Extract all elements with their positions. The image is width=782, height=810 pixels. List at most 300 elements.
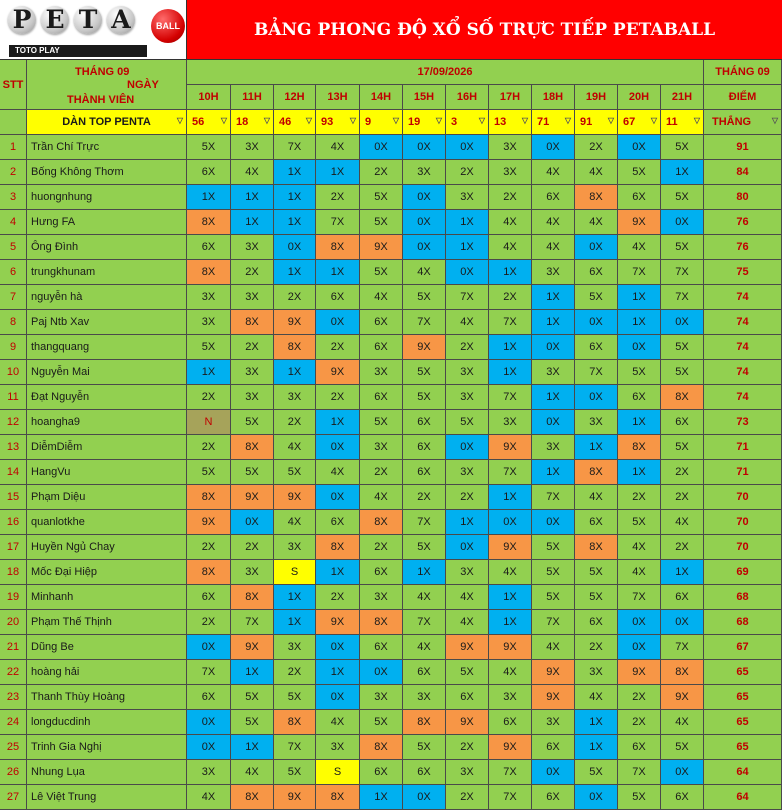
- hour-result: 7X: [403, 310, 446, 335]
- hour-result: 7X: [618, 760, 661, 785]
- hour-result: 1X: [446, 235, 489, 260]
- hour-result: 5X: [231, 410, 274, 435]
- member-name[interactable]: hoàng hải: [27, 660, 187, 685]
- row-number: 15: [0, 485, 27, 510]
- hour-header: 17H: [489, 85, 532, 110]
- row-number: 9: [0, 335, 27, 360]
- hour-result: 9X: [661, 685, 704, 710]
- row-number: 7: [0, 285, 27, 310]
- hour-result: 6X: [316, 285, 360, 310]
- hour-result: 4X: [274, 435, 316, 460]
- hour-result: 7X: [575, 360, 618, 385]
- filter-dropdown-icon[interactable]: ▽: [607, 116, 614, 125]
- hour-result: 6X: [316, 510, 360, 535]
- hour-result: 0X: [618, 135, 661, 160]
- member-name[interactable]: quanlotkhe: [27, 510, 187, 535]
- row-number: 22: [0, 660, 27, 685]
- hour-result: 2X: [316, 335, 360, 360]
- hour-result: 6X: [489, 710, 532, 735]
- hour-result: 9X: [274, 310, 316, 335]
- hour-result: 4X: [618, 535, 661, 560]
- hour-result: 5X: [532, 535, 575, 560]
- hour-result: 0X: [661, 610, 704, 635]
- hour-result: 3X: [446, 560, 489, 585]
- hour-result: 6X: [187, 235, 231, 260]
- hour-result: 6X: [360, 385, 403, 410]
- filter-dropdown-icon[interactable]: ▽: [564, 116, 571, 125]
- hour-result: 3X: [446, 460, 489, 485]
- hour-result: 3X: [360, 685, 403, 710]
- hour-result: 6X: [403, 460, 446, 485]
- hour-result: 1X: [274, 610, 316, 635]
- hour-result: 7X: [532, 485, 575, 510]
- hour-result: 2X: [187, 610, 231, 635]
- hour-result: 2X: [231, 260, 274, 285]
- member-points: 65: [704, 710, 782, 735]
- hour-result: 4X: [446, 585, 489, 610]
- hour-result: 3X: [575, 660, 618, 685]
- member-name[interactable]: Ông Đình: [27, 235, 187, 260]
- hour-result: 7X: [489, 760, 532, 785]
- hour-result: 2X: [618, 685, 661, 710]
- member-points: 68: [704, 610, 782, 635]
- filter-dropdown-icon[interactable]: ▽: [392, 116, 399, 125]
- hour-header: 13H: [316, 85, 360, 110]
- hour-result: 2X: [446, 160, 489, 185]
- hour-result: 1X: [618, 310, 661, 335]
- hour-result: 0X: [532, 760, 575, 785]
- hour-result: 4X: [360, 485, 403, 510]
- hour-result: 0X: [661, 310, 704, 335]
- hour-result: 3X: [532, 710, 575, 735]
- member-name[interactable]: Paj Ntb Xav: [27, 310, 187, 335]
- hour-result: 3X: [489, 160, 532, 185]
- hour-result: 2X: [316, 385, 360, 410]
- member-points: 84: [704, 160, 782, 185]
- hour-result: 8X: [316, 535, 360, 560]
- hour-result: 1X: [446, 210, 489, 235]
- member-points: 65: [704, 660, 782, 685]
- hour-result: 1X: [446, 510, 489, 535]
- hour-result: 2X: [187, 535, 231, 560]
- member-points: 65: [704, 735, 782, 760]
- filter-dropdown-icon[interactable]: ▽: [263, 116, 270, 125]
- hour-result: 7X: [187, 660, 231, 685]
- hour-result: 6X: [360, 760, 403, 785]
- hour-result: 8X: [231, 435, 274, 460]
- hour-result: 5X: [360, 260, 403, 285]
- member-name[interactable]: Thanh Thùy Hoàng: [27, 685, 187, 710]
- hour-result: 0X: [316, 685, 360, 710]
- hour-result: 5X: [231, 685, 274, 710]
- hour-result: 0X: [316, 435, 360, 460]
- hour-result: 9X: [618, 660, 661, 685]
- hour-result: 1X: [489, 610, 532, 635]
- filter-dropdown-icon[interactable]: ▽: [693, 116, 700, 125]
- member-points: 70: [704, 535, 782, 560]
- hour-result: 0X: [360, 660, 403, 685]
- hour-result: 2X: [446, 785, 489, 810]
- hour-header: 10H: [187, 85, 231, 110]
- member-points: 91: [704, 135, 782, 160]
- hour-result: 0X: [316, 310, 360, 335]
- hour-result: 3X: [489, 135, 532, 160]
- hour-result: 6X: [360, 560, 403, 585]
- hour-result: 2X: [187, 435, 231, 460]
- hour-result: 9X: [231, 485, 274, 510]
- hour-result: 1X: [661, 560, 704, 585]
- hour-result: 0X: [661, 210, 704, 235]
- member-points: 65: [704, 685, 782, 710]
- hour-result: N: [187, 410, 231, 435]
- hour-result: 9X: [316, 610, 360, 635]
- hour-result: 5X: [532, 585, 575, 610]
- hour-result: 5X: [360, 185, 403, 210]
- hour-result: 5X: [403, 360, 446, 385]
- hour-result: 2X: [618, 485, 661, 510]
- hour-result: 2X: [575, 635, 618, 660]
- hour-result: 0X: [575, 785, 618, 810]
- hour-result: 3X: [231, 285, 274, 310]
- member-points: 73: [704, 410, 782, 435]
- hour-result: 9X: [446, 635, 489, 660]
- member-name[interactable]: Bống Không Thơm: [27, 160, 187, 185]
- hour-result: 3X: [489, 410, 532, 435]
- points-header: ĐIỂM: [704, 85, 782, 110]
- hour-header: 19H: [575, 85, 618, 110]
- hour-result: 1X: [231, 185, 274, 210]
- hour-result: 2X: [274, 660, 316, 685]
- top-number: 9 ▽: [360, 110, 403, 135]
- row-number: 23: [0, 685, 27, 710]
- hour-result: 2X: [360, 535, 403, 560]
- row-number: 21: [0, 635, 27, 660]
- member-points: 71: [704, 435, 782, 460]
- hour-result: 2X: [661, 460, 704, 485]
- hour-result: 0X: [231, 510, 274, 535]
- hour-result: 7X: [489, 460, 532, 485]
- hour-result: 3X: [274, 385, 316, 410]
- hour-result: 1X: [274, 260, 316, 285]
- member-points: 80: [704, 185, 782, 210]
- hour-result: 5X: [360, 210, 403, 235]
- hour-result: 1X: [274, 160, 316, 185]
- hour-result: 6X: [360, 335, 403, 360]
- hour-result: 1X: [575, 710, 618, 735]
- hour-result: 3X: [274, 535, 316, 560]
- hour-result: 3X: [360, 585, 403, 610]
- member-points: 74: [704, 335, 782, 360]
- date-header: 17/09/2026: [187, 60, 704, 85]
- hour-result: 8X: [360, 735, 403, 760]
- hour-result: 6X: [575, 610, 618, 635]
- filter-dropdown-icon[interactable]: ▽: [521, 116, 528, 125]
- hour-result: 2X: [446, 735, 489, 760]
- day-label: NGÀY: [127, 79, 159, 91]
- filter-dropdown-icon[interactable]: ▽: [305, 116, 312, 125]
- hour-result: 6X: [403, 760, 446, 785]
- hour-result: 2X: [618, 710, 661, 735]
- hour-result: 6X: [575, 260, 618, 285]
- member-points: 75: [704, 260, 782, 285]
- hour-result: 6X: [403, 410, 446, 435]
- hour-result: 2X: [446, 335, 489, 360]
- member-name[interactable]: Trần Chí Trực: [27, 135, 187, 160]
- top-number: 67 ▽: [618, 110, 661, 135]
- hour-result: 6X: [618, 735, 661, 760]
- hour-result: 4X: [446, 310, 489, 335]
- hour-result: 9X: [403, 335, 446, 360]
- hour-result: 4X: [316, 135, 360, 160]
- hour-result: 3X: [446, 760, 489, 785]
- hour-result: 3X: [403, 685, 446, 710]
- hour-header: 21H: [661, 85, 704, 110]
- top-number: 11 ▽: [661, 110, 704, 135]
- hour-result: 4X: [618, 560, 661, 585]
- member-name[interactable]: hoangha9: [27, 410, 187, 435]
- member-name[interactable]: huongnhung: [27, 185, 187, 210]
- hour-result: 5X: [403, 285, 446, 310]
- hour-result: 8X: [231, 785, 274, 810]
- hour-result: 2X: [274, 285, 316, 310]
- row-number: 25: [0, 735, 27, 760]
- hour-result: 1X: [532, 310, 575, 335]
- hour-result: 6X: [187, 585, 231, 610]
- hour-result: 0X: [316, 635, 360, 660]
- hour-result: 8X: [575, 185, 618, 210]
- hour-result: 5X: [187, 135, 231, 160]
- top-number: 3 ▽: [446, 110, 489, 135]
- hour-result: 5X: [661, 435, 704, 460]
- hour-result: 6X: [360, 635, 403, 660]
- hour-result: 5X: [274, 685, 316, 710]
- hour-result: 1X: [231, 735, 274, 760]
- hour-result: 6X: [575, 510, 618, 535]
- member-points: 64: [704, 760, 782, 785]
- hour-result: 3X: [316, 735, 360, 760]
- hour-result: 1X: [316, 410, 360, 435]
- hour-result: 0X: [360, 135, 403, 160]
- hour-result: 8X: [661, 385, 704, 410]
- top-number: 91 ▽: [575, 110, 618, 135]
- member-name[interactable]: Nhung Lụa: [27, 760, 187, 785]
- hour-result: 0X: [618, 335, 661, 360]
- hour-result: 2X: [316, 185, 360, 210]
- filter-dropdown-icon[interactable]: ▽: [349, 116, 356, 125]
- hour-result: 5X: [618, 160, 661, 185]
- filter-dropdown-icon[interactable]: ▽: [478, 116, 485, 125]
- hour-result: 2X: [489, 285, 532, 310]
- hour-result: 1X: [575, 435, 618, 460]
- member-name[interactable]: Nguyễn Mai: [27, 360, 187, 385]
- hour-result: 1X: [187, 360, 231, 385]
- hour-result: 5X: [446, 660, 489, 685]
- member-points: 70: [704, 485, 782, 510]
- hour-result: 0X: [446, 535, 489, 560]
- hour-result: 3X: [575, 410, 618, 435]
- hour-result: 1X: [618, 410, 661, 435]
- hour-result: 3X: [489, 685, 532, 710]
- filter-dropdown-icon[interactable]: ▽: [220, 116, 227, 125]
- hour-result: 9X: [446, 710, 489, 735]
- member-date-header: [27, 60, 187, 110]
- page-title: BẢNG PHONG ĐỘ XỔ SỐ TRỰC TIẾP PETABALL: [187, 0, 782, 60]
- hour-result: 8X: [316, 235, 360, 260]
- member-name[interactable]: Dũng Be: [27, 635, 187, 660]
- hour-result: 8X: [403, 710, 446, 735]
- hour-result: 3X: [403, 160, 446, 185]
- hour-result: 4X: [575, 160, 618, 185]
- hour-result: 0X: [532, 135, 575, 160]
- filter-dropdown-icon[interactable]: ▽: [650, 116, 657, 125]
- member-name[interactable]: Phạm Diệu: [27, 485, 187, 510]
- member-name[interactable]: Hưng FA: [27, 210, 187, 235]
- hour-result: 1X: [532, 460, 575, 485]
- top-number: 18 ▽: [231, 110, 274, 135]
- hour-result: 5X: [661, 360, 704, 385]
- hour-result: 5X: [360, 710, 403, 735]
- hour-result: 5X: [661, 735, 704, 760]
- member-points: 71: [704, 460, 782, 485]
- row-number: 10: [0, 360, 27, 385]
- stt-filter-cell: [0, 110, 27, 135]
- hour-result: 1X: [489, 585, 532, 610]
- member-name[interactable]: trungkhunam: [27, 260, 187, 285]
- hour-result: 0X: [489, 510, 532, 535]
- hour-result: 7X: [661, 635, 704, 660]
- hour-result: 8X: [231, 585, 274, 610]
- hour-result: 7X: [274, 135, 316, 160]
- hour-result: 6X: [187, 685, 231, 710]
- hour-result: 7X: [274, 735, 316, 760]
- hour-result: 1X: [316, 160, 360, 185]
- member-name[interactable]: Mốc Đại Hiệp: [27, 560, 187, 585]
- logo-letter: E: [41, 6, 69, 34]
- hour-result: 1X: [187, 185, 231, 210]
- hour-result: 4X: [532, 635, 575, 660]
- hour-result: 5X: [187, 460, 231, 485]
- hour-result: 0X: [575, 385, 618, 410]
- hour-result: 4X: [187, 785, 231, 810]
- hour-result: 9X: [532, 685, 575, 710]
- member-name[interactable]: Lê Việt Trung: [27, 785, 187, 810]
- row-number: 17: [0, 535, 27, 560]
- member-points: 74: [704, 285, 782, 310]
- row-number: 8: [0, 310, 27, 335]
- row-number: 18: [0, 560, 27, 585]
- hour-result: 6X: [532, 735, 575, 760]
- hour-result: 0X: [575, 235, 618, 260]
- member-label: THÀNH VIÊN: [67, 94, 135, 106]
- hour-result: 9X: [489, 735, 532, 760]
- hour-result: 6X: [403, 660, 446, 685]
- filter-dropdown-icon[interactable]: ▽: [176, 116, 183, 125]
- logo-ball-icon: BALL: [151, 9, 185, 43]
- hour-header: 18H: [532, 85, 575, 110]
- hour-result: 3X: [532, 435, 575, 460]
- hour-result: 4X: [489, 660, 532, 685]
- hour-result: 1X: [274, 210, 316, 235]
- hour-result: 8X: [661, 660, 704, 685]
- hour-result: 1X: [316, 660, 360, 685]
- hour-result: 3X: [532, 360, 575, 385]
- hour-result: 1X: [532, 385, 575, 410]
- hour-result: 5X: [446, 410, 489, 435]
- member-name[interactable]: Phạm Thế Thịnh: [27, 610, 187, 635]
- member-points: 74: [704, 310, 782, 335]
- hour-result: 2X: [661, 485, 704, 510]
- filter-dropdown-icon[interactable]: ▽: [435, 116, 442, 125]
- row-number: 3: [0, 185, 27, 210]
- hour-result: 1X: [360, 785, 403, 810]
- member-name[interactable]: thangquang: [27, 335, 187, 360]
- hour-result: 9X: [532, 660, 575, 685]
- hour-result: S: [316, 760, 360, 785]
- hour-result: 7X: [231, 610, 274, 635]
- hour-result: 7X: [489, 785, 532, 810]
- hour-header: 11H: [231, 85, 274, 110]
- hour-result: 4X: [403, 635, 446, 660]
- member-points: 74: [704, 360, 782, 385]
- hour-result: 9X: [316, 360, 360, 385]
- hour-result: 4X: [575, 685, 618, 710]
- hour-result: 7X: [489, 310, 532, 335]
- member-name[interactable]: Huyền Ngủ Chay: [27, 535, 187, 560]
- hour-result: 9X: [231, 635, 274, 660]
- hour-result: 0X: [187, 635, 231, 660]
- hour-result: 1X: [274, 185, 316, 210]
- hour-result: 0X: [187, 735, 231, 760]
- member-points: 76: [704, 235, 782, 260]
- wins-header: THẮNG ▽: [704, 110, 782, 135]
- hour-result: 6X: [618, 385, 661, 410]
- hour-result: 0X: [187, 710, 231, 735]
- top-penta-header: DÀN TOP PENTA ▽: [27, 110, 187, 135]
- hour-result: 4X: [231, 160, 274, 185]
- hour-result: 7X: [661, 285, 704, 310]
- petaball-logo: [0, 0, 187, 60]
- member-name[interactable]: longducdinh: [27, 710, 187, 735]
- hour-header: 20H: [618, 85, 661, 110]
- hour-result: 8X: [618, 435, 661, 460]
- member-name[interactable]: nguyễn hà: [27, 285, 187, 310]
- member-points: 70: [704, 510, 782, 535]
- filter-dropdown-icon[interactable]: ▽: [771, 116, 778, 125]
- hour-result: 4X: [575, 210, 618, 235]
- top-number: 93 ▽: [316, 110, 360, 135]
- member-name[interactable]: DiễmDiễm: [27, 435, 187, 460]
- hour-result: 5X: [661, 185, 704, 210]
- hour-result: 3X: [446, 360, 489, 385]
- hour-result: 9X: [360, 235, 403, 260]
- logo-letters: [8, 6, 135, 34]
- hour-result: 9X: [489, 435, 532, 460]
- member-name[interactable]: Đạt Nguyễn: [27, 385, 187, 410]
- hour-result: 2X: [446, 485, 489, 510]
- member-name[interactable]: Minhanh: [27, 585, 187, 610]
- hour-result: 7X: [618, 260, 661, 285]
- hour-result: 3X: [231, 135, 274, 160]
- hour-result: 5X: [403, 735, 446, 760]
- member-name[interactable]: HangVu: [27, 460, 187, 485]
- member-name[interactable]: Trinh Gia Nghị: [27, 735, 187, 760]
- hour-result: 5X: [403, 385, 446, 410]
- hour-result: 5X: [187, 335, 231, 360]
- hour-result: 8X: [231, 310, 274, 335]
- hour-result: 7X: [446, 285, 489, 310]
- hour-result: 4X: [274, 510, 316, 535]
- hour-result: 7X: [316, 210, 360, 235]
